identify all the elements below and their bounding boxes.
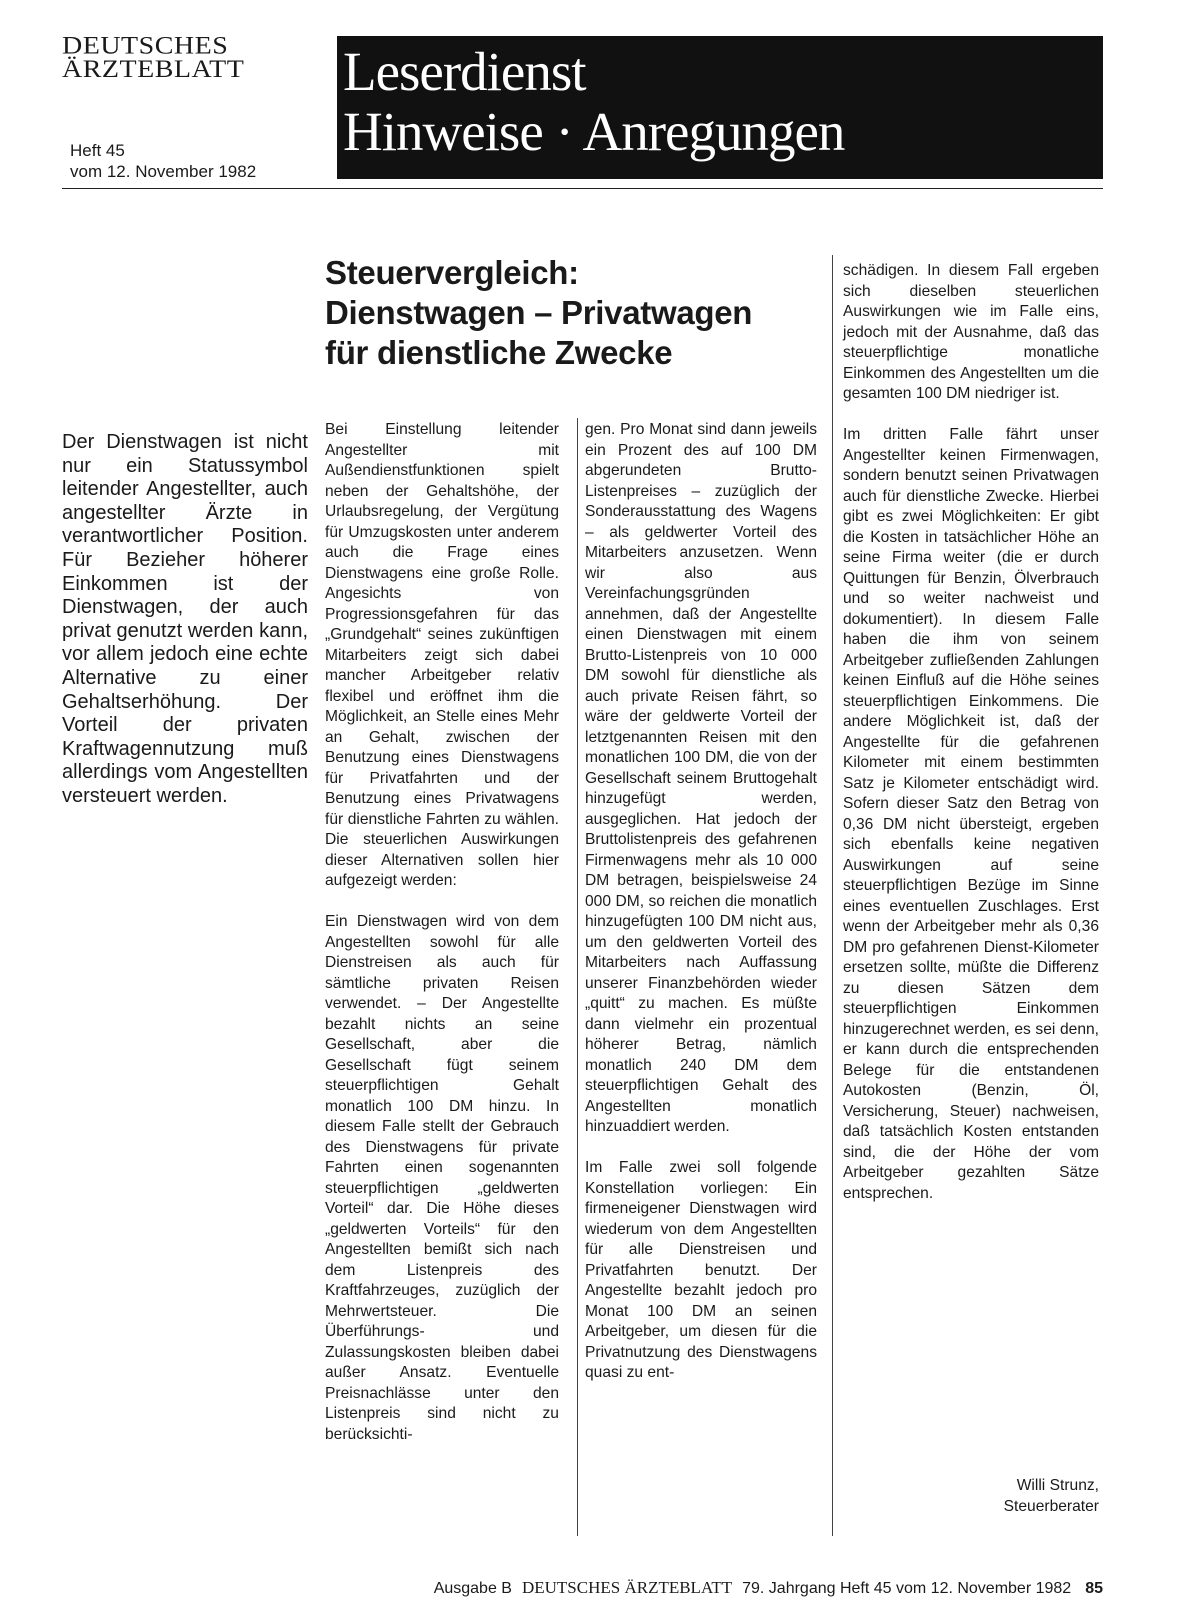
page-number: 85 <box>1085 1580 1103 1597</box>
article-title-line1: Steuervergleich: <box>325 254 579 291</box>
author-signature <box>843 1476 1099 1517</box>
footer-volume: 79. Jahrgang Heft 45 vom 12. November 1982 <box>742 1580 1072 1597</box>
section-banner-line1: Leserdienst <box>343 41 586 102</box>
section-banner-line2: Hinweise · Anregungen <box>343 101 845 162</box>
header-divider <box>62 188 1103 189</box>
issue-info <box>70 140 256 182</box>
author-name: Willi Strunz, <box>1016 1477 1099 1494</box>
article-title-line3: für dienstliche Zwecke <box>325 334 673 371</box>
article-lead: Der Dienstwagen ist nicht nur ein Statussymbol leitender Angestellter, auch angestellter Ärzte in verantwortlicher Position. Für Bezieher höherer Einkommen ist der Dienstwagen, der auch privat genutzt werden kann, vor allem jedoch eine echte Alternative zu einer Gehaltserhöhung. Der Vorteil der privaten Kraftwagennutzung muß allerdings vom Angestellten versteuert werden. <box>62 431 308 807</box>
author-role: Steuerberater <box>1003 1497 1099 1515</box>
magazine-logo-line2: ÄRZTEBLATT <box>62 55 245 84</box>
page-footer <box>62 1578 1103 1598</box>
magazine-logo-line1: DEUTSCHES <box>62 31 229 60</box>
column-divider-2 <box>832 255 833 1536</box>
article-column-2: gen. Pro Monat sind dann jeweils ein Prozent des auf 100 DM abgerundeten Brutto-Listenpreises – zuzüglich der Sonderausstattung des Wagens – als geldwerter Vorteil des Mitarbeiters anzusetzen. Wenn wir also aus Vereinfachungsgründen annehmen, daß der Angestellte einen Dienstwagen mit einem Brutto-Listenpreis von 10 000 DM sowohl für dienstliche als auch private Reisen fährt, so wäre der geldwerte Vorteil der letztgenannten Reisen mit den monatlichen 100 DM, die von der Gesellschaft seinem Bruttogehalt hinzugefügt werden, ausgeglichen. Hat jedoch der Bruttolistenpreis des gefahrenen Firmenwagens mehr als 10 000 DM betragen, beispielsweise 24 000 DM, so reichen die monatlich hinzugefügten 100 DM nicht aus, um den geldwerten Vorteil des Mitarbeiters nach Auffassung unserer Finanzbehörden wieder „quitt“ zu machen. Es müßte dann vielmehr ein prozentual höherer Betrag, nämlich monatlich 240 DM dem steuerpflichtigen Gehalt des Angestellten monatlich hinzuaddiert werden. Im Falle zwei soll folgende Konstellation vorliegen: Ein firmeneigener Dienstwagen wird wiederum von dem Angestellten für alle Dienstreisen und Privatfahrten benutzt. Der Angestellte bezahlt jedoch pro Monat 100 DM an seinen Arbeitgeber, um diesen für die Privatnutzung des Dienstwagens quasi zu ent- <box>585 421 817 1381</box>
issue-date: vom 12. November 1982 <box>70 162 257 181</box>
footer-edition: Ausgabe B <box>433 1580 512 1597</box>
footer-magazine: DEUTSCHES ÄRZTEBLATT <box>521 1578 733 1597</box>
magazine-logo <box>62 31 312 84</box>
column-divider-1 <box>577 418 578 1536</box>
article-column-3: schädigen. In diesem Fall ergeben sich dieselben steuerlichen Auswirkungen wie im Falle eins, jedoch mit der Ausnahme, daß das steuerpflichtige monatliche Einkommen des Angestellten um die gesamten 100 DM niedriger ist. Im dritten Falle fährt unser Angestellter keinen Firmenwagen, sondern benutzt seinen Privatwagen auch für dienstliche Zwecke. Hierbei gibt es zwei Möglichkeiten: Er gibt die Kosten in tatsächlicher Höhe an seine Firma weiter (die er durch Quittungen für Benzin, Ölverbrauch und so weiter nachweist und dokumentiert). In diesem Falle haben die ihm von seinem Arbeitgeber zufließenden Zahlungen keinen Einfluß auf die Höhe seines steuerpflichtigen Einkommens. Die andere Möglichkeit ist, daß der Angestellte für die gefahrenen Kilometer mit einem bestimmten Satz je Kilometer entschädigt wird. Sofern dieser Satz den Betrag von 0,36 DM nicht übersteigt, ergeben sich ebenfalls keine negativen Auswirkungen auf seine steuerpflichtigen Bezüge im Sinne eines eventuellen Zuschlages. Erst wenn der Arbeitgeber mehr als 0,36 DM pro gefahrenen Dienst-Kilometer ersetzen sollte, müßte die Differenz zu diesen Sätzen dem steuerpflichtigen Einkommen hinzugerechnet werden, es sei denn, er kann durch die entsprechenden Belege für die entstandenen Autokosten (Benzin, Öl, Versicherung, Steuer) nachweisen, daß tatsächlich Kosten entstanden sind, die der Höhe der vom Arbeitgeber gezahlten Sätze entsprechen. <box>843 262 1099 1202</box>
article-column-1: Bei Einstellung leitender Angestellter mit Außendienstfunktionen spielt neben der Gehaltshöhe, der Urlaubsregelung, der Vergütung für Umzugskosten unter anderem auch die Frage eines Dienstwagens eine große Rolle. Angesichts von Progressionsgefahren für das „Grundgehalt“ seines zukünftigen Mitarbeiters zeigt sich dabei mancher Arbeitgeber relativ flexibel und eröffnet ihm die Möglichkeit, an Stelle eines Mehr an Gehalt, zwischen der Benutzung eines Dienstwagens für Privatfahrten und der Benutzung eines Privatwagens für dienstliche Fahrten zu wählen. Die steuerlichen Auswirkungen dieser Alternativen sollen hier aufgezeigt werden: Ein Dienstwagen wird von dem Angestellten sowohl für alle Dienstreisen als auch für sämtliche privaten Reisen verwendet. – Der Angestellte bezahlt nichts an seine Gesellschaft, aber die Gesellschaft fügt seinem steuerpflichtigen Gehalt monatlich 100 DM hinzu. In diesem Falle stellt der Gebrauch des Dienstwagens für private Fahrten einen sogenannten steuerpflichtigen „geldwerten Vorteil“ dar. Die Höhe dieses „geldwerten Vorteils“ für den Angestellten bemißt sich nach dem Listenpreis des Kraftfahrzeuges, zuzüglich der Mehrwertsteuer. Die Überführungs- und Zulassungskosten bleiben dabei außer Ansatz. Eventuelle Preisnachlässe unter den Listenpreis sind nicht zu berücksichti- <box>325 421 559 1443</box>
article-title-line2: Dienstwagen – Privatwagen <box>325 294 753 331</box>
article-title <box>325 253 825 373</box>
issue-number: Heft 45 <box>70 141 125 160</box>
section-banner <box>337 36 1103 179</box>
